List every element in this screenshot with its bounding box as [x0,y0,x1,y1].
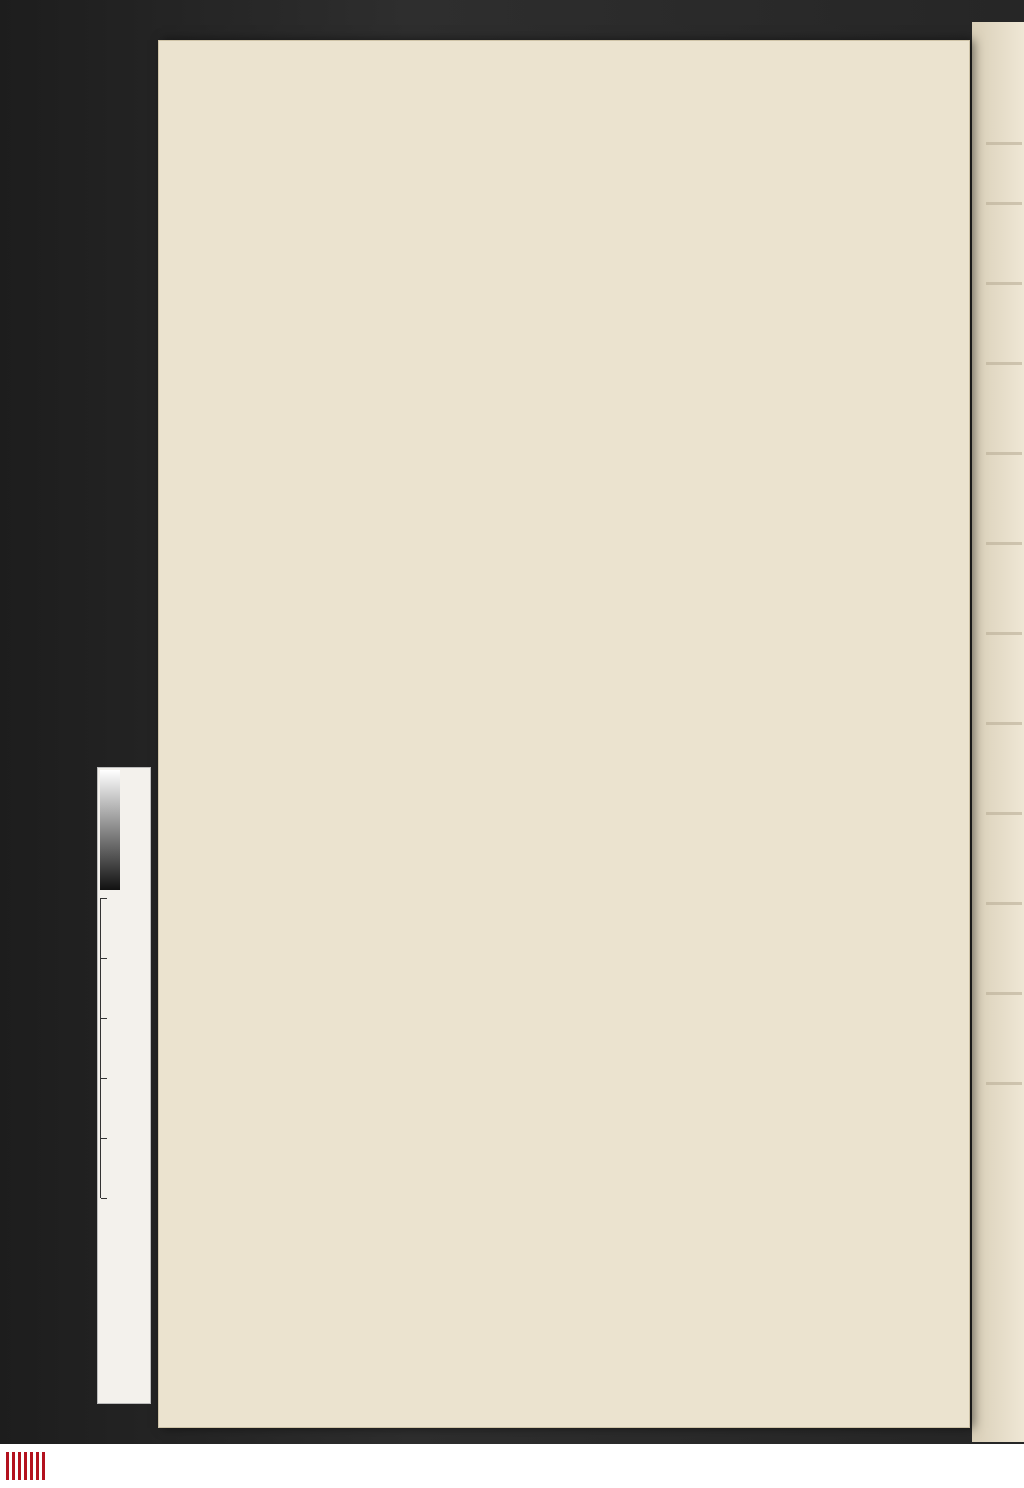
facing-page-edge [972,22,1024,1442]
gray-scale-bar [97,767,151,1404]
drop-capital [342,421,406,483]
ruler [100,898,121,1198]
footer-bar [0,1444,1024,1488]
book-page [158,40,970,1428]
gray-scale-swatch [100,770,120,890]
hab-logo-icon [6,1452,46,1480]
